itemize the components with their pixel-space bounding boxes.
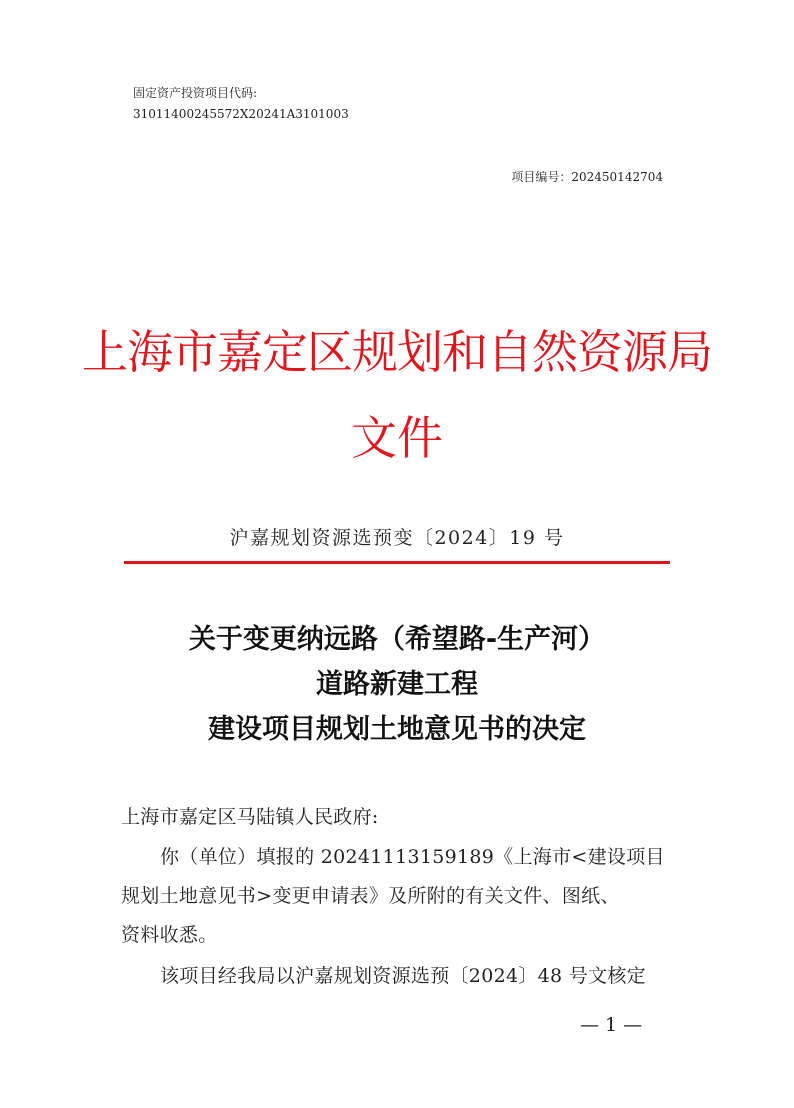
document-title-line-3: 建设项目规划土地意见书的决定 — [208, 714, 586, 745]
addressee: 上海市嘉定区马陆镇人民政府: — [121, 806, 379, 828]
body-line-4: 该项目经我局以沪嘉规划资源选预〔2024〕48 号文核定 — [160, 965, 646, 987]
body-line-3: 资料收悉。 — [121, 924, 218, 946]
document-number: 沪嘉规划资源选预变〔2024〕19 号 — [229, 527, 565, 549]
red-divider — [124, 561, 670, 564]
body-line-2: 规划土地意见书>变更申请表》及所附的有关文件、图纸、 — [121, 885, 620, 907]
investment-code-label: 固定资产投资项目代码: — [133, 86, 258, 100]
project-number: 项目编号：202450142704 — [511, 170, 663, 184]
letterhead-doc-type: 文件 — [351, 411, 443, 465]
page-number: — 1 — — [580, 1014, 643, 1036]
document-title-line-2: 道路新建工程 — [316, 669, 478, 700]
document-title-line-1: 关于变更纳远路（希望路-生产河） — [188, 624, 606, 655]
investment-code: 31011400245572X20241A3101003 — [133, 107, 349, 121]
letterhead-org-name: 上海市嘉定区规划和自然资源局 — [82, 325, 712, 379]
body-line-1: 你（单位）填报的 20241113159189《上海市<建设项目 — [160, 846, 665, 868]
